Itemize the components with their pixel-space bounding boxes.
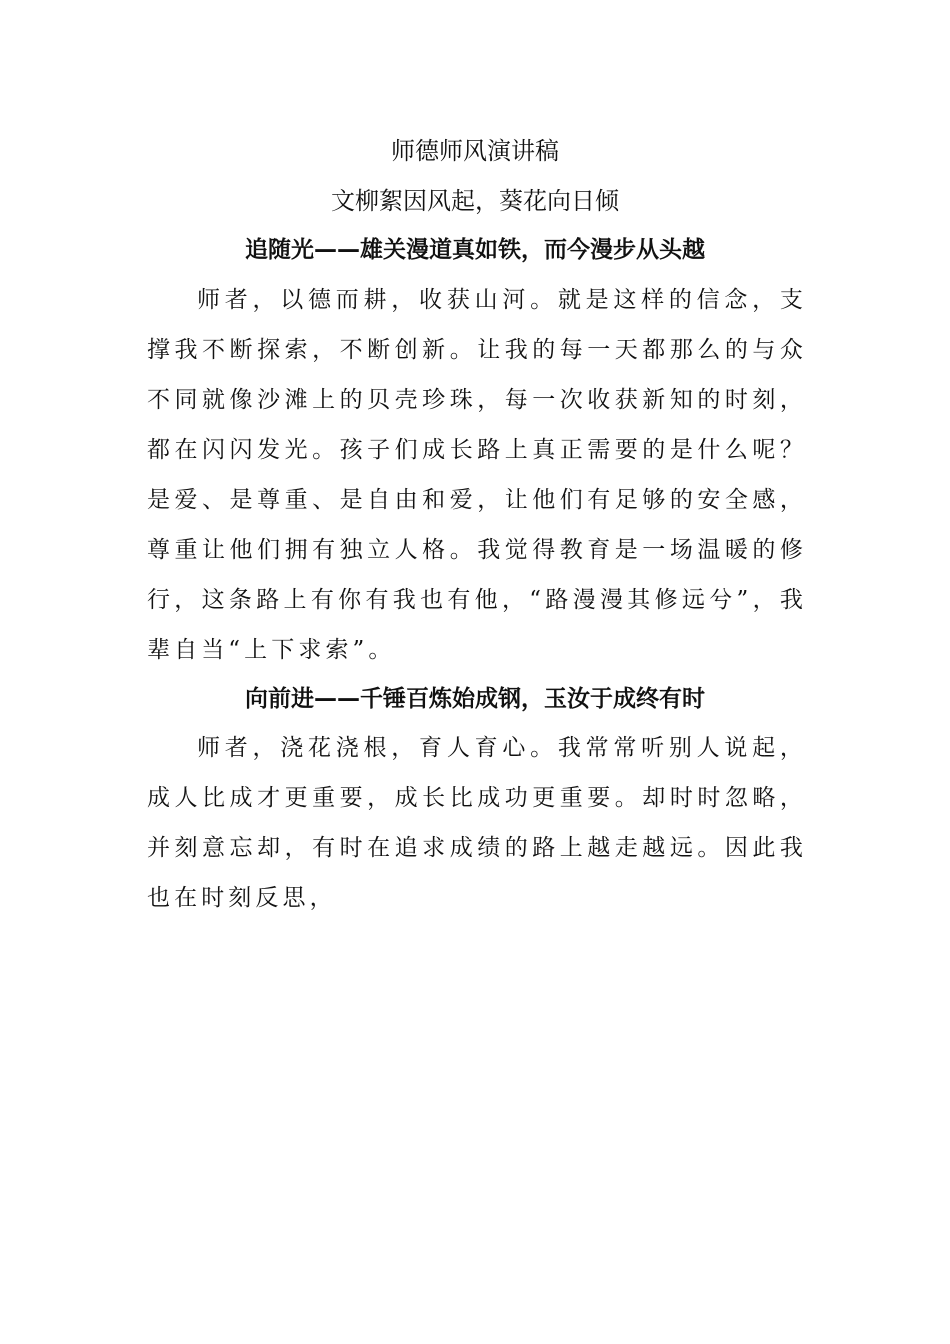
document-subtitle: 文柳絮因风起，葵花向日倾 (331, 187, 619, 215)
section-paragraph-move-forward: 师者，浇花浇根，育人育心。我常常听别人说起，成人比成才更重要，成长比成功更重要。却时时忽略，并刻意忘却，有时在追求成绩的路上越走越远。因此我也在时刻反思， (147, 735, 807, 911)
section-paragraph-follow-light: 师者，以德而耕，收获山河。就是这样的信念，支撑我不断探索，不断创新。让我的每一天都那么的与众不同就像沙滩上的贝壳珍珠，每一次收获新知的时刻，都在闪闪发光。孩子们成长路上真正需要的是什么呢？是爱、是尊重、是自由和爱，让他们有足够的安全感，尊重让他们拥有独立人格。我觉得教育是一场温暖的修行，这条路上有你有我也有他，“路漫漫其修远兮”，我辈自当“上下求索”。 (147, 287, 807, 663)
document-title: 师德师风演讲稿 (391, 137, 559, 165)
section-heading-follow-light: 追随光——雄关漫道真如铁，而今漫步从头越 (245, 237, 705, 263)
section-heading-move-forward: 向前进——千锤百炼始成钢，玉汝于成终有时 (245, 686, 705, 712)
